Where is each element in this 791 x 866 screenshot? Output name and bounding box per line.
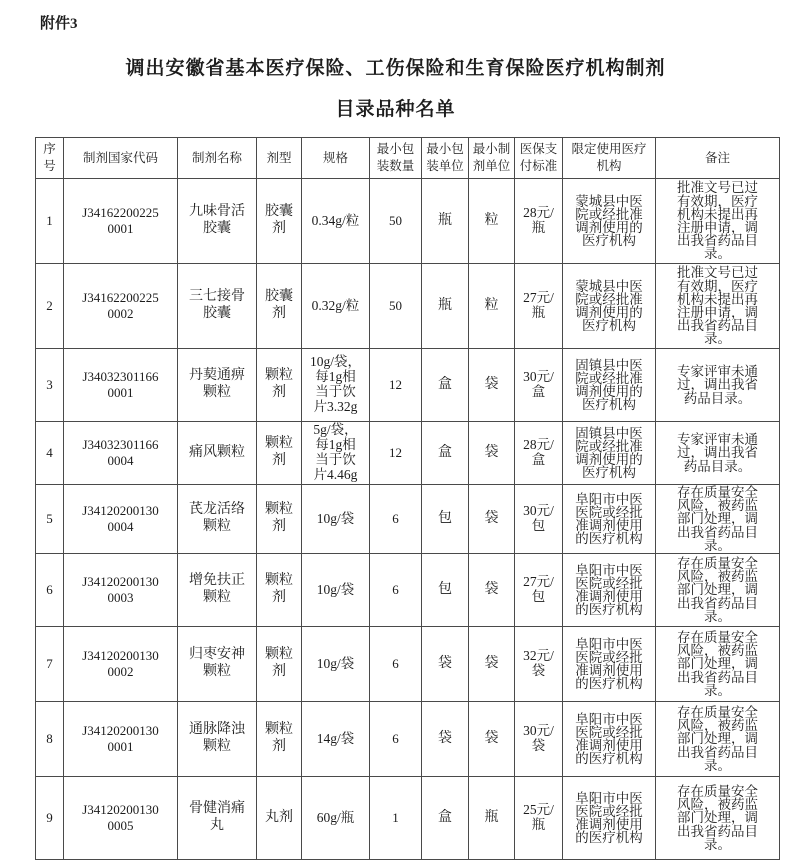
cell-code: J341622002250002	[64, 264, 178, 349]
cell-prep-unit: 袋	[469, 422, 515, 485]
table-row	[36, 422, 780, 485]
cell-name: 归枣安神颗粒	[178, 627, 257, 702]
cell-qty: 50	[370, 179, 422, 264]
header-cell-institution: 限定使用医疗机构	[563, 138, 656, 179]
cell-remark: 存在质量安全风险，被药监部门处理，调出我省药品目录。	[656, 485, 780, 554]
table-row	[36, 179, 780, 264]
cell-form: 颗粒剂	[257, 554, 302, 627]
cell-prep-unit: 粒	[469, 179, 515, 264]
cell-no: 7	[36, 627, 64, 702]
table-row	[36, 485, 780, 554]
cell-pkg-unit: 盒	[422, 777, 469, 860]
cell-remark: 存在质量安全风险，被药监部门处理，调出我省药品目录。	[656, 627, 780, 702]
cell-price: 32元/袋	[515, 627, 563, 702]
cell-code: J341202001300002	[64, 627, 178, 702]
cell-institution: 阜阳市中医医院或经批准调剂使用的医疗机构	[563, 777, 656, 860]
cell-pkg-unit: 瓶	[422, 264, 469, 349]
cell-spec: 5g/袋，每1g相当于饮片4.46g	[302, 422, 370, 485]
cell-no: 9	[36, 777, 64, 860]
cell-qty: 1	[370, 777, 422, 860]
header-cell-code: 制剂国家代码	[64, 138, 178, 179]
cell-remark: 专家评审未通过，调出我省药品目录。	[656, 422, 780, 485]
cell-prep-unit: 袋	[469, 702, 515, 777]
cell-qty: 6	[370, 554, 422, 627]
cell-pkg-unit: 包	[422, 485, 469, 554]
cell-price: 25元/瓶	[515, 777, 563, 860]
table-header	[36, 138, 780, 179]
cell-form: 胶囊剂	[257, 179, 302, 264]
cell-form: 颗粒剂	[257, 702, 302, 777]
cell-pkg-unit: 包	[422, 554, 469, 627]
attachment-label: 附件3	[40, 16, 78, 32]
cell-price: 28元/盒	[515, 422, 563, 485]
table-body	[36, 179, 780, 860]
cell-code: J340323011660001	[64, 349, 178, 422]
cell-institution: 固镇县中医院或经批准调剂使用的医疗机构	[563, 349, 656, 422]
cell-name: 芪龙活络颗粒	[178, 485, 257, 554]
cell-prep-unit: 粒	[469, 264, 515, 349]
cell-form: 颗粒剂	[257, 422, 302, 485]
cell-remark: 存在质量安全风险，被药监部门处理，调出我省药品目录。	[656, 702, 780, 777]
cell-pkg-unit: 袋	[422, 702, 469, 777]
cell-spec: 14g/袋	[302, 702, 370, 777]
cell-spec: 10g/袋	[302, 485, 370, 554]
cell-prep-unit: 瓶	[469, 777, 515, 860]
cell-qty: 12	[370, 422, 422, 485]
cell-qty: 50	[370, 264, 422, 349]
cell-code: J341202001300005	[64, 777, 178, 860]
cell-price: 30元/包	[515, 485, 563, 554]
table-row	[36, 264, 780, 349]
cell-no: 2	[36, 264, 64, 349]
cell-no: 3	[36, 349, 64, 422]
cell-qty: 12	[370, 349, 422, 422]
cell-no: 8	[36, 702, 64, 777]
cell-name: 骨健消痛丸	[178, 777, 257, 860]
cell-pkg-unit: 盒	[422, 349, 469, 422]
cell-institution: 阜阳市中医医院或经批准调剂使用的医疗机构	[563, 702, 656, 777]
cell-qty: 6	[370, 702, 422, 777]
cell-price: 27元/瓶	[515, 264, 563, 349]
cell-form: 胶囊剂	[257, 264, 302, 349]
cell-form: 颗粒剂	[257, 627, 302, 702]
header-cell-name: 制剂名称	[178, 138, 257, 179]
header-cell-no: 序号	[36, 138, 64, 179]
cell-institution: 阜阳市中医医院或经批准调剂使用的医疗机构	[563, 485, 656, 554]
page-title-line1: 调出安徽省基本医疗保险、工伤保险和生育保险医疗机构制剂	[125, 58, 666, 79]
page-title-line2: 目录品种名单	[335, 99, 456, 120]
cell-spec: 0.32g/粒	[302, 264, 370, 349]
table-header-row	[36, 138, 780, 179]
cell-price: 27元/包	[515, 554, 563, 627]
cell-institution: 固镇县中医院或经批准调剂使用的医疗机构	[563, 422, 656, 485]
cell-name: 丹葜通痹颗粒	[178, 349, 257, 422]
table-row	[36, 349, 780, 422]
cell-institution: 阜阳市中医医院或经批准调剂使用的医疗机构	[563, 627, 656, 702]
cell-no: 6	[36, 554, 64, 627]
table-row	[36, 627, 780, 702]
page-title	[0, 48, 791, 130]
cell-remark: 专家评审未通过，调出我省药品目录。	[656, 349, 780, 422]
header-cell-prep-unit: 最小制剂单位	[469, 138, 515, 179]
cell-qty: 6	[370, 627, 422, 702]
cell-form: 丸剂	[257, 777, 302, 860]
preparation-catalog-table	[35, 137, 780, 860]
table-row	[36, 554, 780, 627]
cell-remark: 存在质量安全风险，被药监部门处理，调出我省药品目录。	[656, 777, 780, 860]
cell-no: 4	[36, 422, 64, 485]
cell-pkg-unit: 盒	[422, 422, 469, 485]
cell-remark: 批准文号已过有效期，医疗机构未提出再注册申请，调出我省药品目录。	[656, 264, 780, 349]
cell-form: 颗粒剂	[257, 349, 302, 422]
cell-remark: 存在质量安全风险，被药监部门处理，调出我省药品目录。	[656, 554, 780, 627]
cell-prep-unit: 袋	[469, 485, 515, 554]
cell-code: J340323011660004	[64, 422, 178, 485]
cell-prep-unit: 袋	[469, 627, 515, 702]
cell-no: 1	[36, 179, 64, 264]
cell-institution: 阜阳市中医医院或经批准调剂使用的医疗机构	[563, 554, 656, 627]
header-cell-qty: 最小包装数量	[370, 138, 422, 179]
cell-code: J341622002250001	[64, 179, 178, 264]
cell-code: J341202001300001	[64, 702, 178, 777]
header-cell-price: 医保支付标准	[515, 138, 563, 179]
cell-spec: 60g/瓶	[302, 777, 370, 860]
cell-prep-unit: 袋	[469, 349, 515, 422]
cell-name: 增免扶正颗粒	[178, 554, 257, 627]
cell-spec: 0.34g/粒	[302, 179, 370, 264]
cell-name: 痛风颗粒	[178, 422, 257, 485]
cell-pkg-unit: 瓶	[422, 179, 469, 264]
cell-code: J341202001300004	[64, 485, 178, 554]
cell-name: 通脉降浊颗粒	[178, 702, 257, 777]
cell-price: 30元/袋	[515, 702, 563, 777]
cell-qty: 6	[370, 485, 422, 554]
cell-spec: 10g/袋	[302, 627, 370, 702]
cell-no: 5	[36, 485, 64, 554]
header-cell-pkg-unit: 最小包装单位	[422, 138, 469, 179]
cell-price: 28元/瓶	[515, 179, 563, 264]
cell-spec: 10g/袋	[302, 554, 370, 627]
cell-price: 30元/盒	[515, 349, 563, 422]
cell-prep-unit: 袋	[469, 554, 515, 627]
header-cell-spec: 规格	[302, 138, 370, 179]
cell-spec: 10g/袋，每1g相当于饮片3.32g	[302, 349, 370, 422]
cell-pkg-unit: 袋	[422, 627, 469, 702]
cell-code: J341202001300003	[64, 554, 178, 627]
cell-form: 颗粒剂	[257, 485, 302, 554]
table-row	[36, 702, 780, 777]
cell-name: 九味骨活胶囊	[178, 179, 257, 264]
cell-institution: 蒙城县中医院或经批准调剂使用的医疗机构	[563, 179, 656, 264]
cell-institution: 蒙城县中医院或经批准调剂使用的医疗机构	[563, 264, 656, 349]
cell-name: 三七接骨胶囊	[178, 264, 257, 349]
cell-remark: 批准文号已过有效期，医疗机构未提出再注册申请，调出我省药品目录。	[656, 179, 780, 264]
header-cell-form: 剂型	[257, 138, 302, 179]
table-row	[36, 777, 780, 860]
header-cell-remark: 备注	[656, 138, 780, 179]
